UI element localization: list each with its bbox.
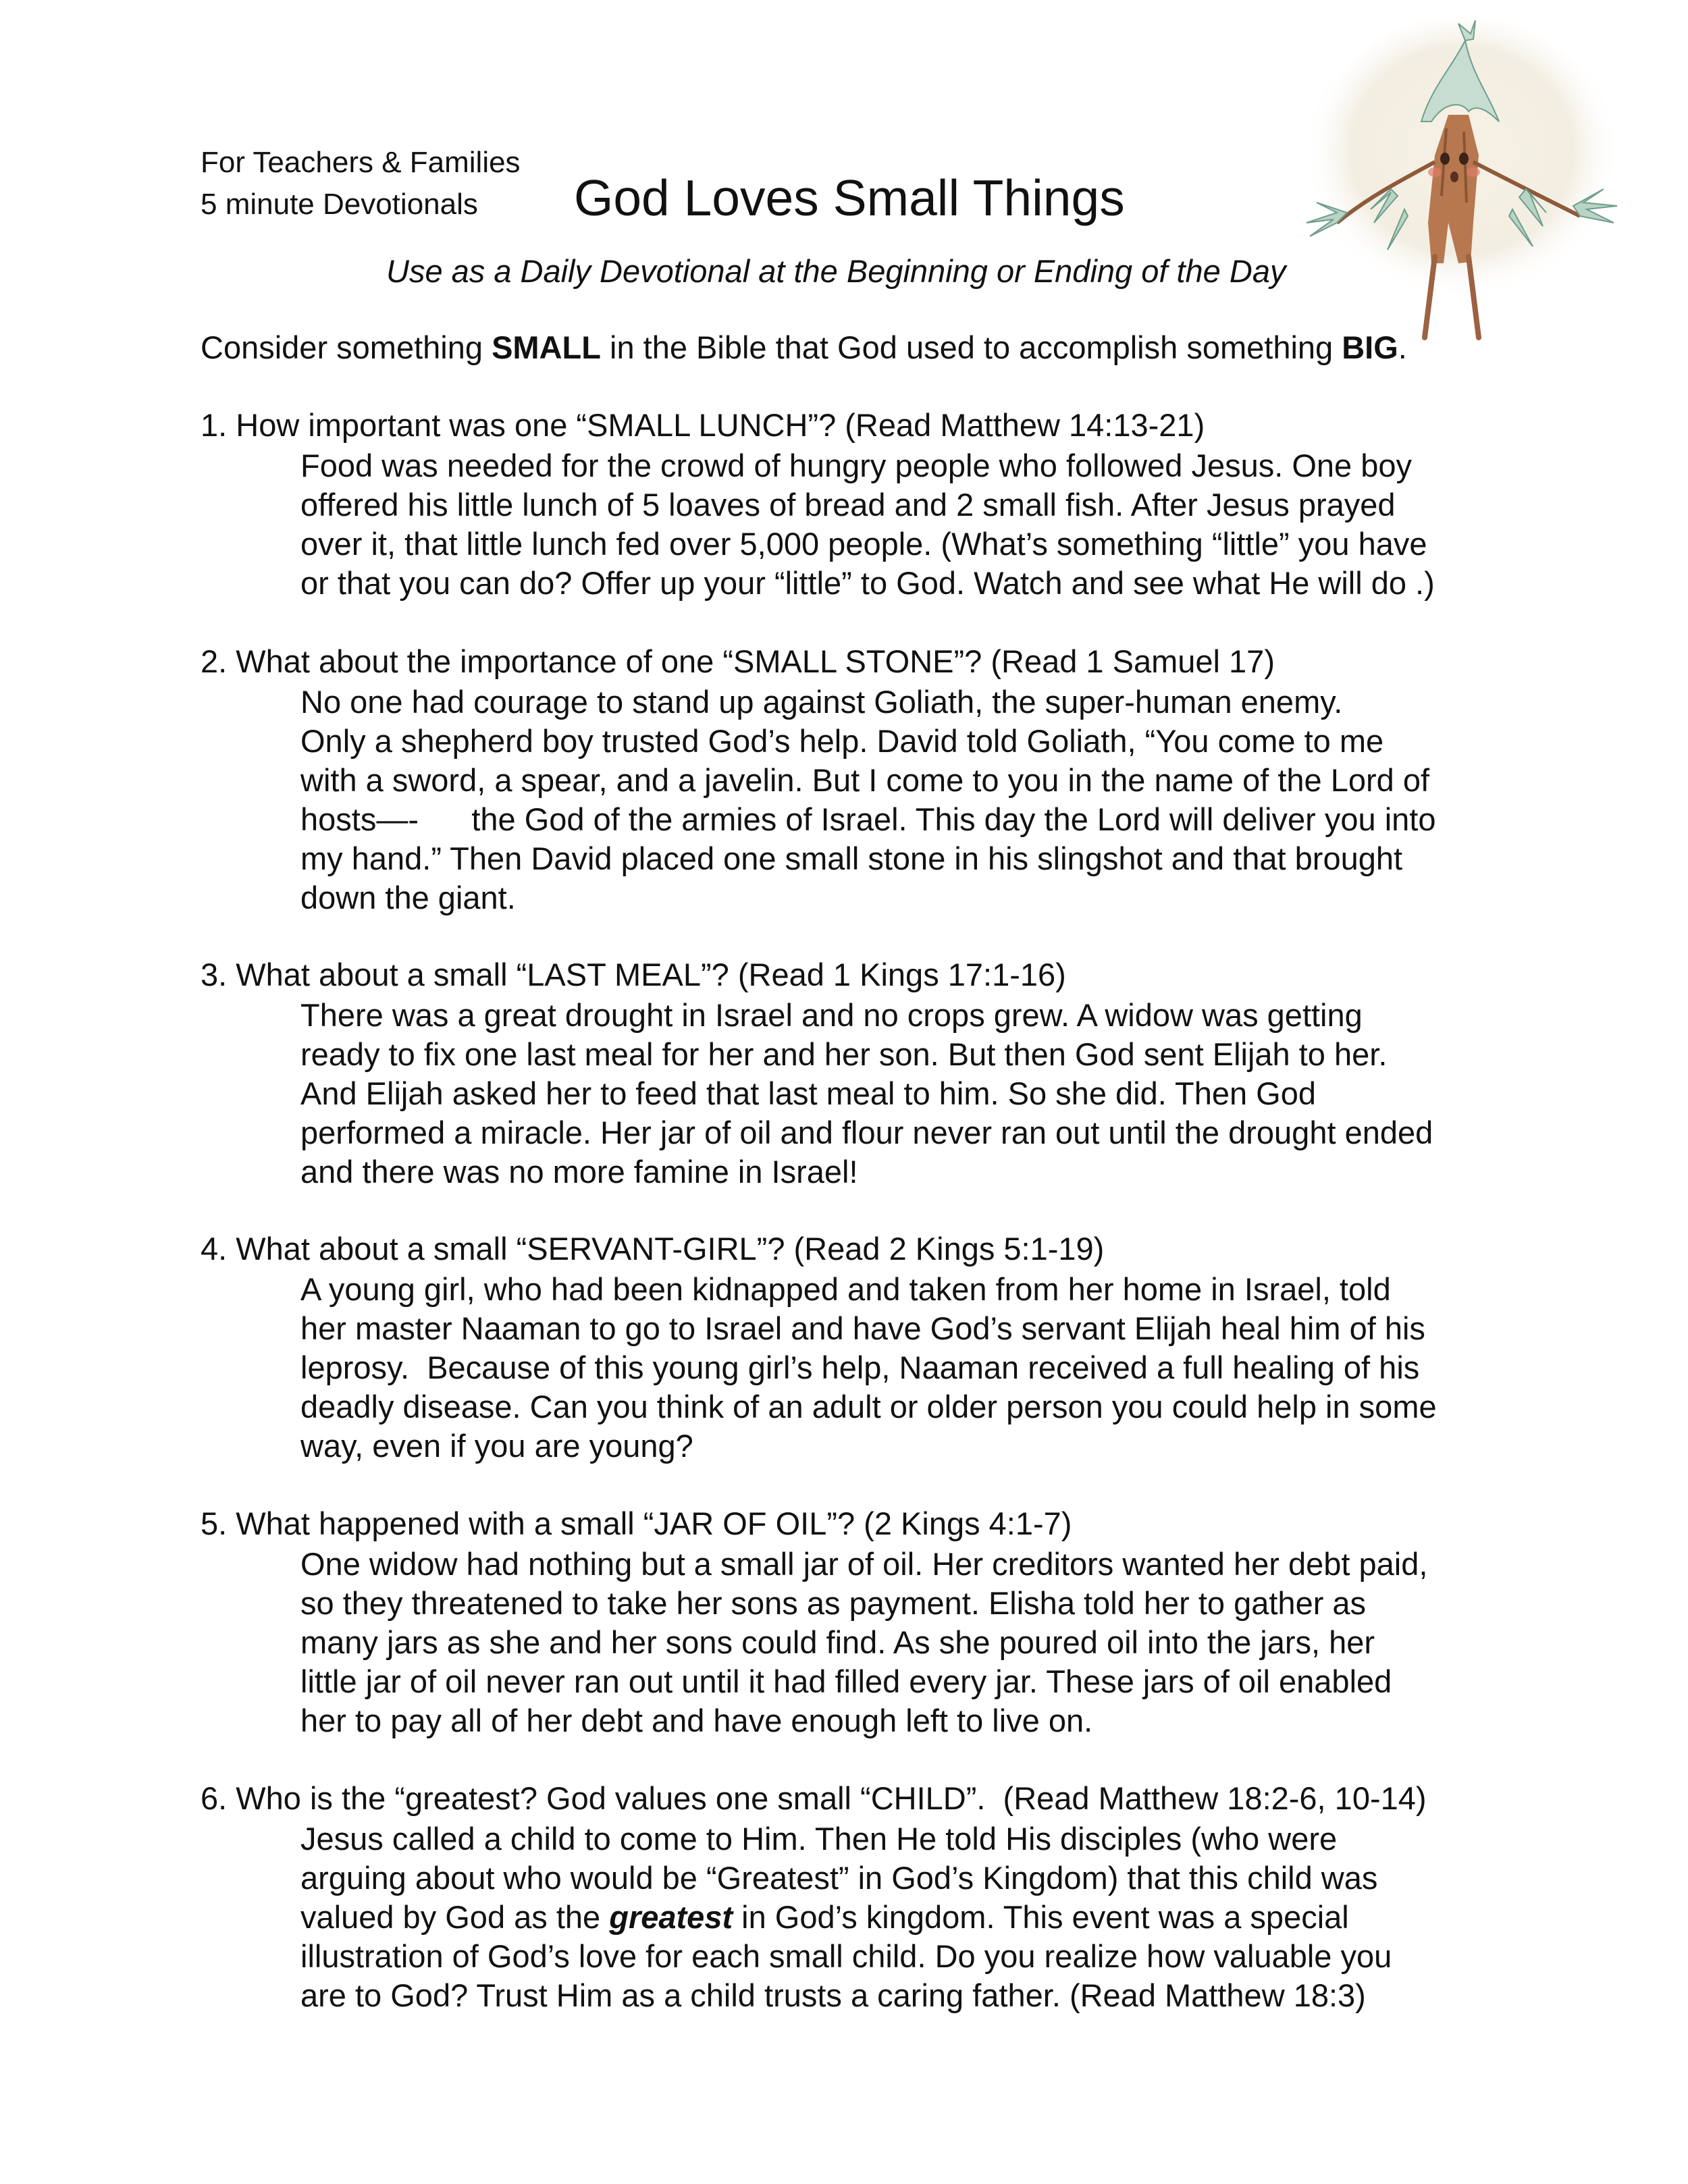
page-title: God Loves Small Things bbox=[574, 169, 1125, 226]
item-5-line: little jar of oil never ran out until it had filled every jar. These jars of oil enabled bbox=[300, 1663, 1392, 1699]
intro-emphasis-small: SMALL bbox=[492, 329, 601, 365]
item-1-line: offered his little lunch of 5 loaves of bread and 2 small fish. After Jesus prayed bbox=[300, 487, 1396, 523]
item-6-line: illustration of God’s love for each small child. Do you realize how valuable you bbox=[300, 1938, 1392, 1974]
item-5-line: so they threatened to take her sons as payment. Elisha told her to gather as bbox=[300, 1585, 1367, 1621]
item-5-line: One widow had nothing but a small jar of oil. Her creditors wanted her debt paid, bbox=[300, 1546, 1428, 1582]
item-5-line: many jars as she and her sons could find. As she poured oil into the jars, her bbox=[300, 1624, 1375, 1660]
intro-emphasis-big: BIG bbox=[1342, 329, 1398, 365]
item-2-line: my hand.” Then David placed one small stone in his slingshot and that brought bbox=[300, 841, 1403, 876]
item-4-line: her master Naaman to go to Israel and have God’s servant Elijah heal him of his bbox=[300, 1310, 1425, 1346]
item-5-question: 5. What happened with a small “JAR OF OIL”? (2 Kings 4:1-7) bbox=[201, 1506, 1072, 1541]
item-6-emphasis-greatest: greatest bbox=[609, 1899, 733, 1935]
item-6-text-before: valued by God as the bbox=[300, 1899, 610, 1935]
item-1-line: over it, that little lunch fed over 5,000 people. (What’s something “little” you have bbox=[300, 526, 1427, 562]
item-6-question: 6. Who is the “greatest? God values one small “CHILD”. (Read Matthew 18:2-6, 10-14) bbox=[201, 1780, 1427, 1816]
intro-text-3: . bbox=[1398, 329, 1407, 365]
item-2-line: hosts—- the God of the armies of Israel. This day the Lord will deliver you into bbox=[300, 801, 1436, 837]
tree-character-illustration bbox=[1296, 20, 1634, 344]
item-4-line: deadly disease. Can you think of an adult or older person you could help in some bbox=[300, 1389, 1437, 1424]
item-6-line: arguing about who would be “Greatest” in God’s Kingdom) that this child was bbox=[300, 1860, 1378, 1896]
item-2-line: with a sword, a spear, and a javelin. But I come to you in the name of the Lord of bbox=[300, 762, 1430, 798]
item-5-line: her to pay all of her debt and have enough left to live on. bbox=[300, 1703, 1093, 1738]
intro-text-1: Consider something bbox=[201, 329, 492, 365]
item-3-question: 3. What about a small “LAST MEAL”? (Read 1 Kings 17:1-16) bbox=[201, 957, 1066, 992]
item-3-line: and there was no more famine in Israel! bbox=[300, 1154, 858, 1190]
item-3-line: performed a miracle. Her jar of oil and flour never ran out until the drought ended bbox=[300, 1115, 1433, 1150]
item-2-line: No one had courage to stand up against Goliath, the super-human enemy. bbox=[300, 684, 1343, 720]
item-2-line: down the giant. bbox=[300, 880, 516, 915]
intro-text-2: in the Bible that God used to accomplish something bbox=[600, 329, 1342, 365]
item-6-line: are to God? Trust Him as a child trusts a caring father. (Read Matthew 18:3) bbox=[300, 1977, 1366, 2013]
item-4-line: A young girl, who had been kidnapped and taken from her home in Israel, told bbox=[300, 1271, 1391, 1307]
page-subtitle: Use as a Daily Devotional at the Beginning or Ending of the Day bbox=[386, 253, 1286, 289]
header-devotional-length: 5 minute Devotionals bbox=[201, 188, 478, 221]
item-4-line: leprosy. Because of this young girl’s help, Naaman received a full healing of his bbox=[300, 1350, 1420, 1385]
item-3-line: ready to fix one last meal for her and her son. But then God sent Elijah to her. bbox=[300, 1036, 1388, 1072]
item-6-text-after: in God’s kingdom. This event was a special bbox=[733, 1899, 1349, 1935]
intro-sentence bbox=[201, 327, 1407, 368]
item-1-line: Food was needed for the crowd of hungry people who followed Jesus. One boy bbox=[300, 448, 1413, 483]
item-3-line: There was a great drought in Israel and no crops grew. A widow was getting bbox=[300, 997, 1363, 1033]
item-4-question: 4. What about a small “SERVANT-GIRL”? (Read 2 Kings 5:1-19) bbox=[201, 1231, 1105, 1267]
item-3-line: And Elijah asked her to feed that last meal to him. So she did. Then God bbox=[300, 1075, 1317, 1111]
item-6-line-emphasis bbox=[300, 1898, 1349, 1937]
header-audience: For Teachers & Families bbox=[201, 146, 521, 179]
item-4-line: way, even if you are young? bbox=[300, 1428, 693, 1464]
item-1-question: 1. How important was one “SMALL LUNCH”? (Read Matthew 14:13-21) bbox=[201, 407, 1205, 443]
item-6-line: Jesus called a child to come to Him. Then He told His disciples (who were bbox=[300, 1821, 1338, 1857]
item-2-line: Only a shepherd boy trusted God’s help. David told Goliath, “You come to me bbox=[300, 723, 1384, 759]
item-2-question: 2. What about the importance of one “SMALL STONE”? (Read 1 Samuel 17) bbox=[201, 643, 1275, 679]
item-1-line: or that you can do? Offer up your “little” to God. Watch and see what He will do .) bbox=[300, 565, 1435, 601]
